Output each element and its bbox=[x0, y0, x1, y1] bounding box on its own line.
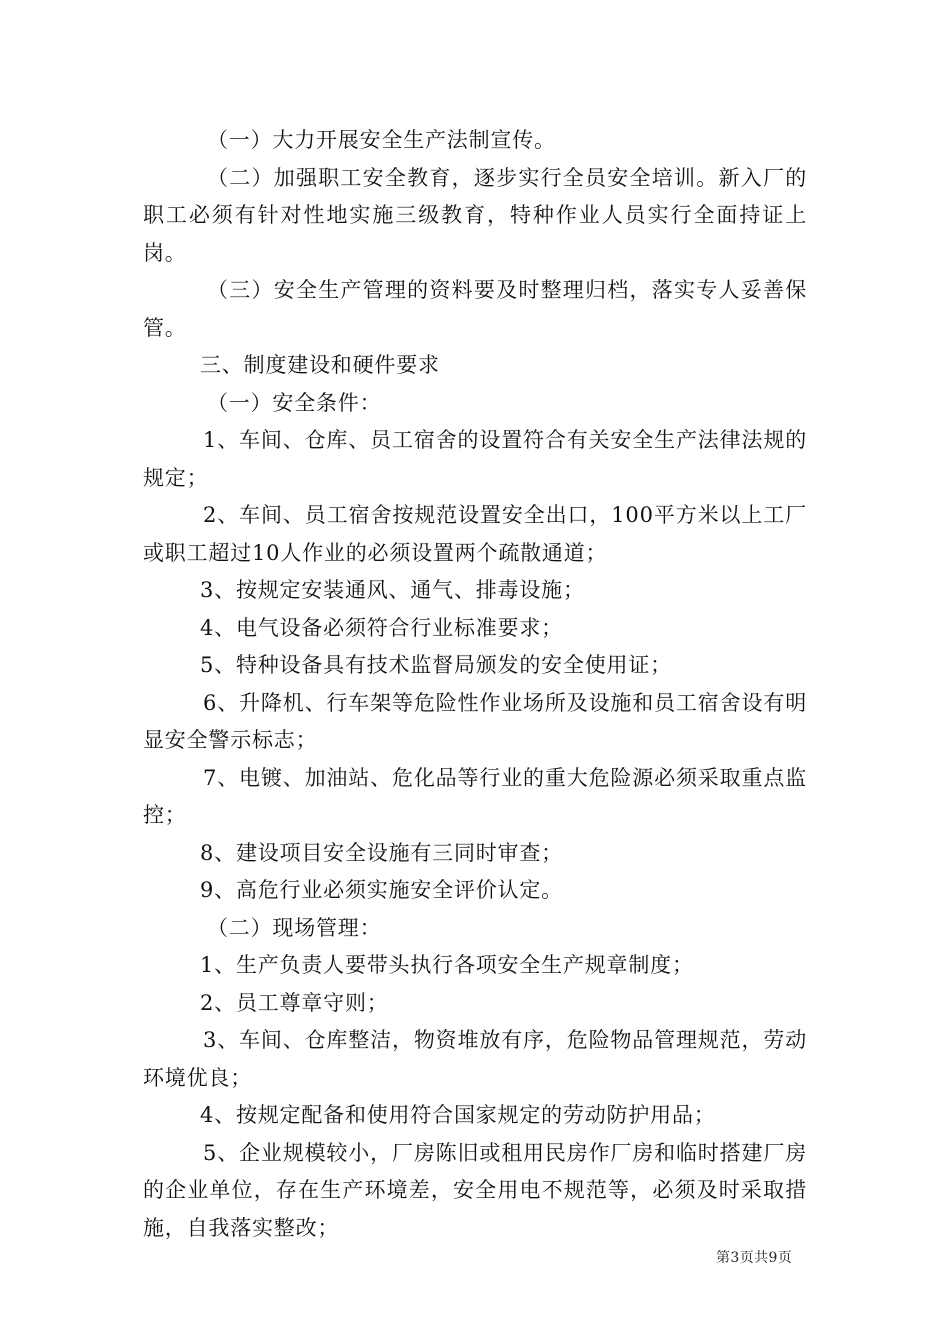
subsection-heading-1: （一）安全条件： bbox=[207, 390, 382, 415]
list-item-13: 4、按规定配备和使用符合国家规定的劳动防护用品； bbox=[200, 1103, 716, 1127]
list-item-1: 1、车间、仓库、员工宿舍的设置符合有关安全生产法律法规的规定； bbox=[143, 428, 807, 490]
section-heading: 三、制度建设和硬件要求 bbox=[200, 353, 440, 377]
list-item-7: 7、电镀、加油站、危化品等行业的重大危险源必须采取重点监控； bbox=[143, 765, 807, 827]
document-body bbox=[143, 122, 807, 1247]
list-item-14: 5、企业规模较小，厂房陈旧或租用民房作厂房和临时搭建厂房的企业单位，存在生产环境差，安全用电不规范等，必须及时采取措施，自我落实整改； bbox=[143, 1140, 807, 1240]
list-item-9: 9、高危行业必须实施安全评价认定。 bbox=[200, 878, 563, 902]
list-item-10: 1、生产负责人要带头执行各项安全生产规章制度； bbox=[200, 953, 694, 977]
list-item-3: 3、按规定安装通风、通气、排毒设施； bbox=[200, 578, 585, 602]
subsection-heading-2: （二）现场管理： bbox=[207, 915, 382, 940]
list-item-5: 5、特种设备具有技术监督局颁发的安全使用证； bbox=[200, 653, 672, 677]
list-item-4: 4、电气设备必须符合行业标准要求； bbox=[200, 615, 563, 640]
list-item-8: 8、建设项目安全设施有三同时审查； bbox=[200, 840, 563, 865]
list-item-12: 3、车间、仓库整洁，物资堆放有序，危险物品管理规范，劳动环境优良； bbox=[143, 1028, 807, 1090]
paragraph-2: （二）加强职工安全教育，逐步实行全员安全培训。新入厂的职工必须有针对性地实施三级教育，特种作业人员实行全面持证上岗。 bbox=[143, 165, 807, 265]
page-number: 第3页共9页 bbox=[716, 1250, 793, 1266]
list-item-11: 2、员工尊章守则； bbox=[200, 990, 389, 1015]
list-item-6: 6、升降机、行车架等危险性作业场所及设施和员工宿舍设有明显安全警示标志； bbox=[143, 690, 807, 752]
list-item-2: 2、车间、员工宿舍按规范设置安全出口，100平方米以上工厂或职工超过10人作业的必须设置两个疏散通道； bbox=[143, 503, 807, 565]
paragraph-1: （一）大力开展安全生产法制宣传。 bbox=[207, 128, 556, 152]
paragraph-3: （三）安全生产管理的资料要及时整理归档，落实专人妥善保管。 bbox=[143, 278, 807, 340]
